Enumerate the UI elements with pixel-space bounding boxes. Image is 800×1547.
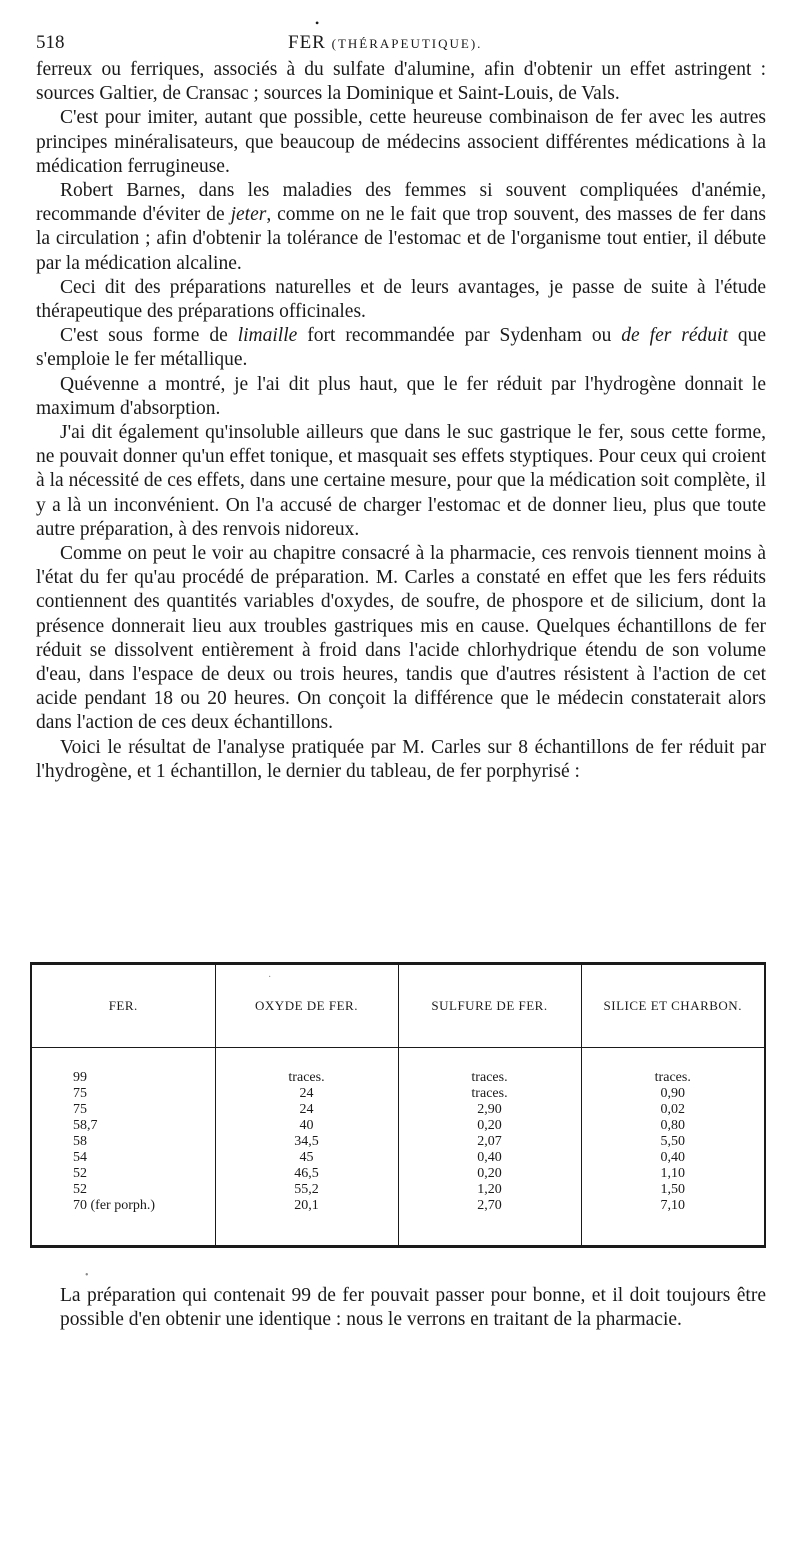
table-body-row [32,1048,764,1246]
print-speck: · [268,972,272,983]
table-cell: 24 [299,1102,314,1117]
table-cell: 5,50 [660,1134,685,1149]
column-sulfure [398,1048,581,1246]
paragraph-3: Robert Barnes, dans les maladies des femmes si souvent compliquées d'anémie, recommande d'éviter de jeter, comme on ne le fait que trop souvent, des masses de fer dans la circulation ; afin d'obtenir la tolérance de l'estomac et de l'organisme tout entier, il débute par la médication alcaline. [36,180,766,274]
table-cell: 75 [73,1102,87,1117]
table-cell: 20,1 [294,1198,319,1213]
analysis-table-frame [30,962,766,1248]
table-cell: traces. [471,1070,508,1085]
table-cell: 45 [299,1150,314,1165]
closing-paragraph [60,1284,766,1332]
table-cell: 52 [73,1182,87,1197]
table-cell: 34,5 [294,1134,319,1149]
table-cell: 0,20 [477,1166,502,1181]
italic-fer-reduit: de fer réduit [621,325,728,347]
table-cell: 0,80 [660,1118,685,1133]
table-cell: 1,10 [660,1166,685,1181]
table-cell: 75 [73,1086,87,1101]
page-header [36,16,766,58]
column-oxyde [215,1048,398,1246]
print-speck: • [85,1270,89,1281]
table-cell: 0,40 [660,1150,685,1165]
running-title [288,32,482,54]
italic-jeter: jeter [230,204,267,226]
table-cell: 1,20 [477,1182,502,1197]
running-title-sub: (THÉRAPEUTIQUE). [331,36,483,51]
table-cell: 2,90 [477,1102,502,1117]
header-sulfure: SULFURE DE FER. [398,965,581,1048]
table-cell: traces. [471,1086,508,1101]
table-cell: 40 [299,1118,314,1133]
table-cell: 24 [299,1086,314,1101]
header-silice: SILICE ET CHARBON. [581,965,764,1048]
table-cell: 58,7 [73,1118,98,1133]
table-cell: 1,50 [660,1182,685,1197]
paragraph-4: Ceci dit des préparations naturelles et de leurs avantages, je passe de suite à l'étude thérapeutique des préparations officinales. [36,276,766,323]
page [36,16,766,784]
table-cell: 52 [73,1166,87,1181]
table-cell: 55,2 [294,1182,319,1197]
header-fer: FER. [32,965,215,1048]
paragraph-1: ferreux ou ferriques, associés à du sulfate d'alumine, afin d'obtenir un effet astringent : sources Galtier, de Cransac ; sources la Dominique et Saint-Louis, de Vals. [36,59,766,105]
column-fer [32,1048,215,1246]
table-cell: 0,90 [660,1086,685,1101]
paragraph-5: C'est sous forme de limaille fort recommandée par Sydenham ou de fer réduit que s'emploie le fer métallique. [36,325,766,371]
table-header-row [32,965,764,1048]
table-cell: 0,02 [660,1102,685,1117]
paragraph-2: C'est pour imiter, autant que possible, cette heureuse combinaison de fer avec les autres principes minéralisateurs, que beaucoup de médecins associent différentes médications à la médication ferrugineuse. [36,107,766,177]
table-cell: 2,70 [477,1198,502,1213]
table-cell: 2,07 [477,1134,502,1149]
table-cell: 0,40 [477,1150,502,1165]
body-text [36,58,766,784]
table-cell: traces. [654,1070,691,1085]
table-cell: 0,20 [477,1118,502,1133]
paragraph-7: J'ai dit également qu'insoluble ailleurs que dans le suc gastrique le fer, sous cette forme, ne pouvait donner qu'un effet tonique, et masquait ses effets styptiques. Pour ceux qui croient à la nécessité de ces effets, dans une certaine mesure, pour que la médication soit complète, il y a là un inconvénient. On l'a accusé de charger l'estomac et de donner lieu, plus que toute autre préparation, à des renvois nidoreux. [36,422,766,540]
table-cell: 99 [73,1070,87,1085]
running-title-main: FER [288,32,326,53]
italic-limaille: limaille [237,325,298,347]
table-cell: 58 [73,1134,87,1149]
paragraph-9: Voici le résultat de l'analyse pratiquée par M. Carles sur 8 échantillons de fer réduit par l'hydrogène, et 1 échantillon, le dernier du tableau, de fer porphyrisé : [36,736,766,782]
page-number: 518 [36,32,65,53]
table-cell: traces. [288,1070,325,1085]
header-dot: • [315,16,320,30]
table-cell: 46,5 [294,1166,319,1181]
table-cell: 70 (fer porph.) [73,1198,156,1213]
paragraph-8: Comme on peut le voir au chapitre consacré à la pharmacie, ces renvois tiennent moins à l'état du fer qu'au procédé de préparation. M. Carles a constaté en effet que les fers réduits contiennent des quantités variables d'oxydes, de soufre, de phospore et de silicium, dont la présence donnerait lieu aux troubles gastriques mis en cause. Quelques échantillons de fer réduit se dissolvent entièrement à froid dans l'acide chlorhydrique étendu de son volume d'eau, dans l'espace de deux ou trois heures, tandis que d'autres résistent à l'action de cet acide pendant 18 ou 20 heures. On conçoit la différence que le médecin constaterait alors dans l'action de ces deux échantillons. [36,543,766,734]
column-silice [581,1048,764,1246]
paragraph-6: Quévenne a montré, je l'ai dit plus haut, que le fer réduit par l'hydrogène donnait le maximum d'absorption. [36,373,766,419]
header-oxyde: OXYDE DE FER. [215,965,398,1048]
table-cell: 54 [73,1150,87,1165]
analysis-table [32,965,764,1245]
closing-text: La préparation qui contenait 99 de fer pouvait passer pour bonne, et il doit toujours être possible d'en obtenir une identique : nous le verrons en traitant de la pharmacie. [60,1285,766,1331]
table-cell: 7,10 [660,1198,685,1213]
